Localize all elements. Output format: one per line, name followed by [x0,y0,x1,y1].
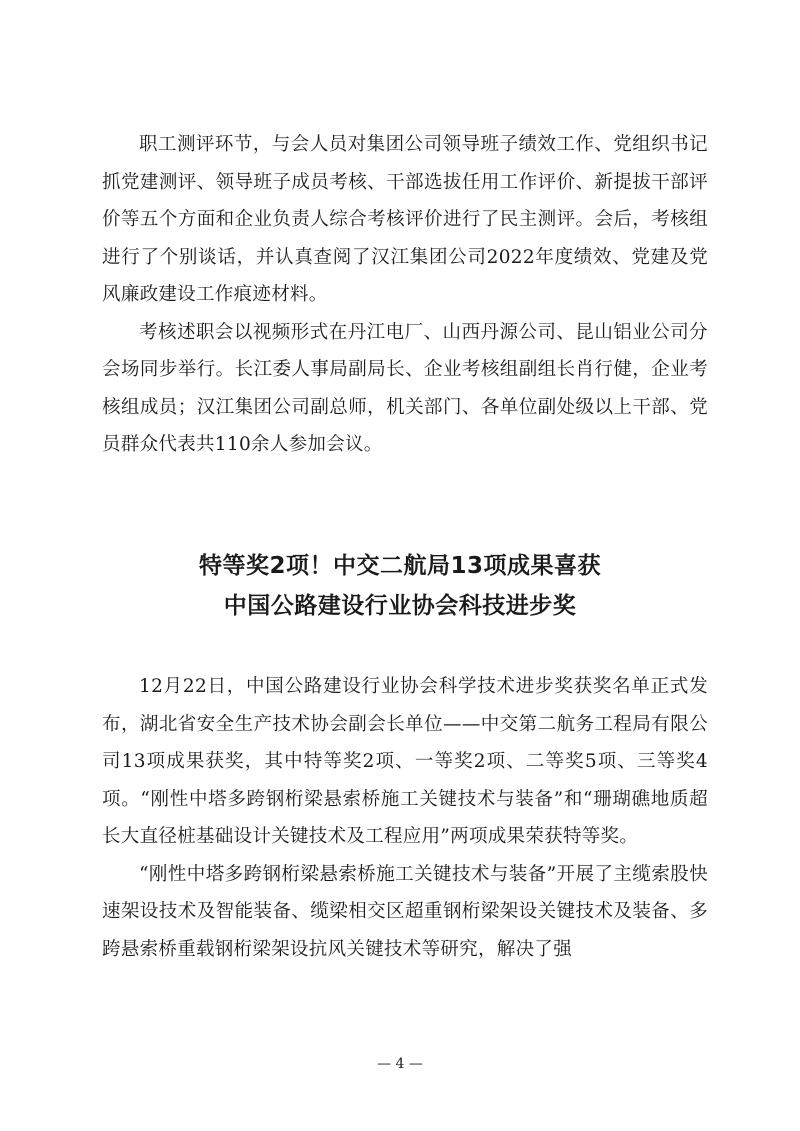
top-text-section [102,126,708,464]
article-title-line: 中国公路建设行业协会科技进步奖 [223,593,577,619]
article-title-line: 特等奖2项！中交二航局13项成果喜获 [198,553,601,579]
body-paragraph: 12月22日，中国公路建设行业协会科学技术进步奖获奖名单正式发布，湖北省安全生产技术协会副会长单位——中交第二航务工程局有限公司13项成果获奖，其中特等奖2项、一等奖2项、二等奖5项、三等奖4项。“刚性中塔多跨钢桁梁悬索桥施工关键技术与装备”和“珊瑚礁地质超长大直径桩基础设计关键技术及工程应用”两项成果荣获特等奖。 [102,676,708,847]
body-paragraph: 职工测评环节，与会人员对集团公司领导班子绩效工作、党组织书记抓党建测评、领导班子成员考核、干部选拔任用工作评价、新提拔干部评价等五个方面和企业负责人综合考核评价进行了民主测评。会后，考核组进行了个别谈话，并认真查阅了汉江集团公司2022年度绩效、党建及党风廉政建设工作痕迹材料。 [102,134,708,305]
body-paragraph: “刚性中塔多跨钢桁梁悬索桥施工关键技术与装备”开展了主缆索股快速架设技术及智能装备、缆梁相交区超重钢桁梁架设关键技术及装备、多跨悬索桥重载钢桁梁架设抗风关键技术等研究，解决了强 [102,863,708,960]
article-title [60,546,740,626]
body-paragraph: 考核述职会以视频形式在丹江电厂、山西丹源公司、昆山铝业公司分会场同步举行。长江委人事局副局长、企业考核组副组长肖行健，企业考核组成员；汉江集团公司副总师，机关部门、各单位副处级以上干部、党员群众代表共110余人参加会议。 [102,321,708,455]
page-number: — 4 — [377,1056,423,1072]
article-body [102,668,708,968]
